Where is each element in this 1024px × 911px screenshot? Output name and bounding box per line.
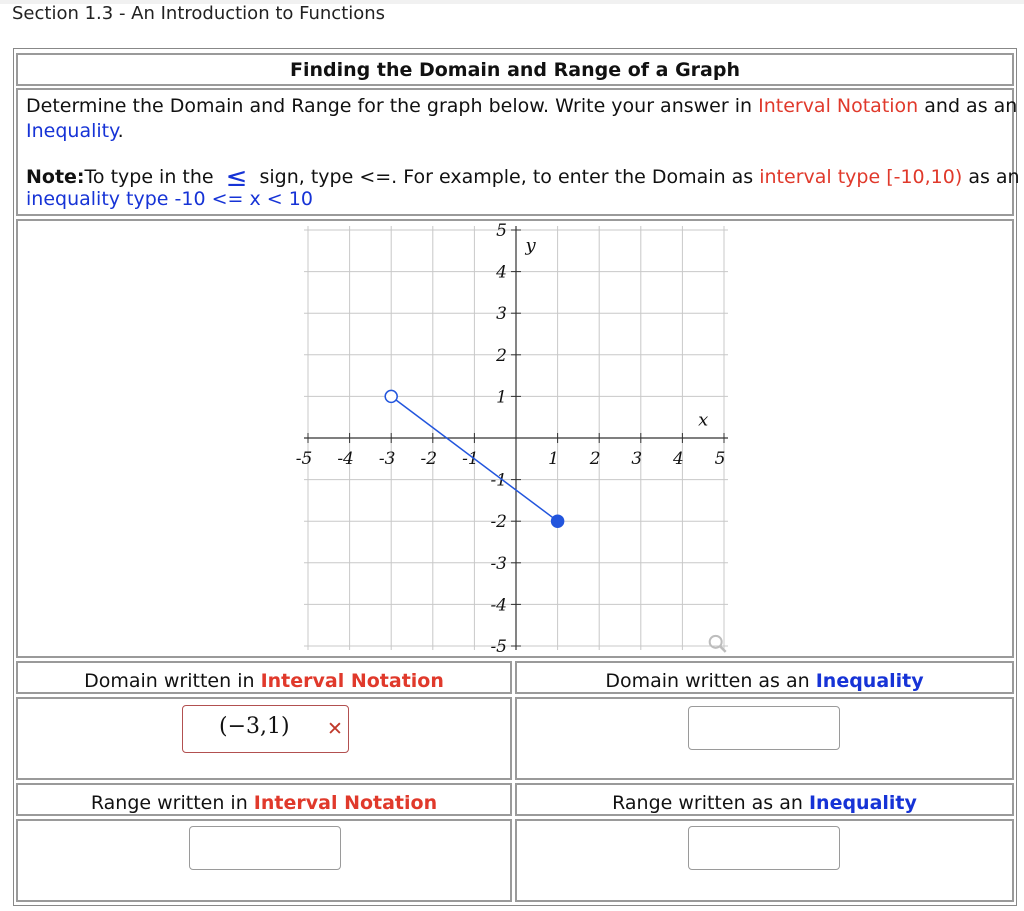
y-tick-label: 2 — [496, 345, 507, 366]
range-interval-answer-cell — [16, 819, 512, 902]
range-inequality-label-cell — [515, 783, 1014, 816]
instructions-box — [16, 88, 1020, 216]
x-tick-label: 4 — [672, 449, 684, 469]
range-inequality-answer-cell — [515, 819, 1014, 902]
axes — [304, 226, 728, 650]
y-tick-label: -2 — [490, 512, 507, 533]
domain-inequality-answer-cell — [515, 697, 1014, 780]
interval-notation-link: Interval Notation — [758, 95, 919, 117]
incorrect-icon: ✕ — [327, 718, 343, 740]
x-tick-label: 3 — [631, 449, 643, 469]
segment-end-point — [552, 515, 564, 527]
y-tick-label: 5 — [496, 221, 507, 241]
note-line-1: Note:To type in the ≤ sign, type <=. For example, to enter the Domain as interval type [-10,10) as an — [26, 163, 1020, 193]
problem-header — [16, 53, 1014, 86]
domain-interval-label-cell — [16, 661, 512, 694]
x-tick-label: -5 — [295, 449, 313, 469]
range-inequality-input[interactable] — [688, 826, 840, 870]
instruction-line-1: Determine the Domain and Range for the graph below. Write your answer in Interval Notation and as an — [26, 95, 1018, 117]
domain-interval-input[interactable] — [182, 705, 349, 753]
range-interval-label-cell — [16, 783, 512, 816]
magnifier-handle — [720, 646, 726, 652]
instruction-line-2: Inequality. — [26, 120, 124, 142]
range-interval-label: Range written in Interval Notation — [90, 792, 438, 814]
y-axis-label: y — [525, 234, 536, 256]
y-tick-label: 4 — [496, 262, 507, 283]
segment-start-point — [385, 390, 397, 402]
range-inequality-label: Range written as an Inequality — [612, 792, 917, 814]
less-equal-icon: ≤ — [225, 163, 248, 193]
x-tick-label: -1 — [462, 449, 479, 469]
y-tick-label: 3 — [496, 304, 507, 325]
inequality-link: Inequality — [26, 120, 118, 142]
range-interval-input[interactable] — [189, 826, 341, 870]
section-title: Section 1.3 - An Introduction to Functions — [12, 3, 386, 24]
x-tick-label: 5 — [714, 449, 726, 469]
y-tick-label: -1 — [490, 470, 507, 491]
magnifier-icon[interactable] — [710, 636, 726, 652]
x-tick-label: -2 — [420, 449, 438, 469]
domain-interval-label: Domain written in Interval Notation — [84, 670, 444, 692]
x-tick-label: -3 — [378, 449, 396, 469]
y-tick-label: 1 — [496, 387, 507, 408]
graph-panel — [16, 219, 1014, 658]
y-tick-label: -5 — [490, 637, 507, 656]
function-graph — [18, 221, 1012, 656]
domain-inequality-label: Domain written as an Inequality — [605, 670, 924, 692]
note-label: Note: — [26, 166, 85, 188]
x-tick-label: 1 — [548, 449, 560, 469]
x-axis-label: x — [698, 409, 709, 431]
domain-inequality-input[interactable] — [688, 706, 840, 750]
y-tick-label: -4 — [490, 595, 507, 616]
y-tick-label: -3 — [490, 553, 507, 574]
x-tick-label: -4 — [337, 449, 354, 469]
domain-interval-answer-cell — [16, 697, 512, 780]
domain-inequality-label-cell — [515, 661, 1014, 694]
problem-title: Finding the Domain and Range of a Graph — [289, 59, 740, 81]
domain-interval-value: (−3,1) — [219, 714, 290, 739]
note-line-2: inequality type -10 <= x < 10 — [26, 188, 313, 210]
x-tick-label: 2 — [589, 449, 601, 469]
